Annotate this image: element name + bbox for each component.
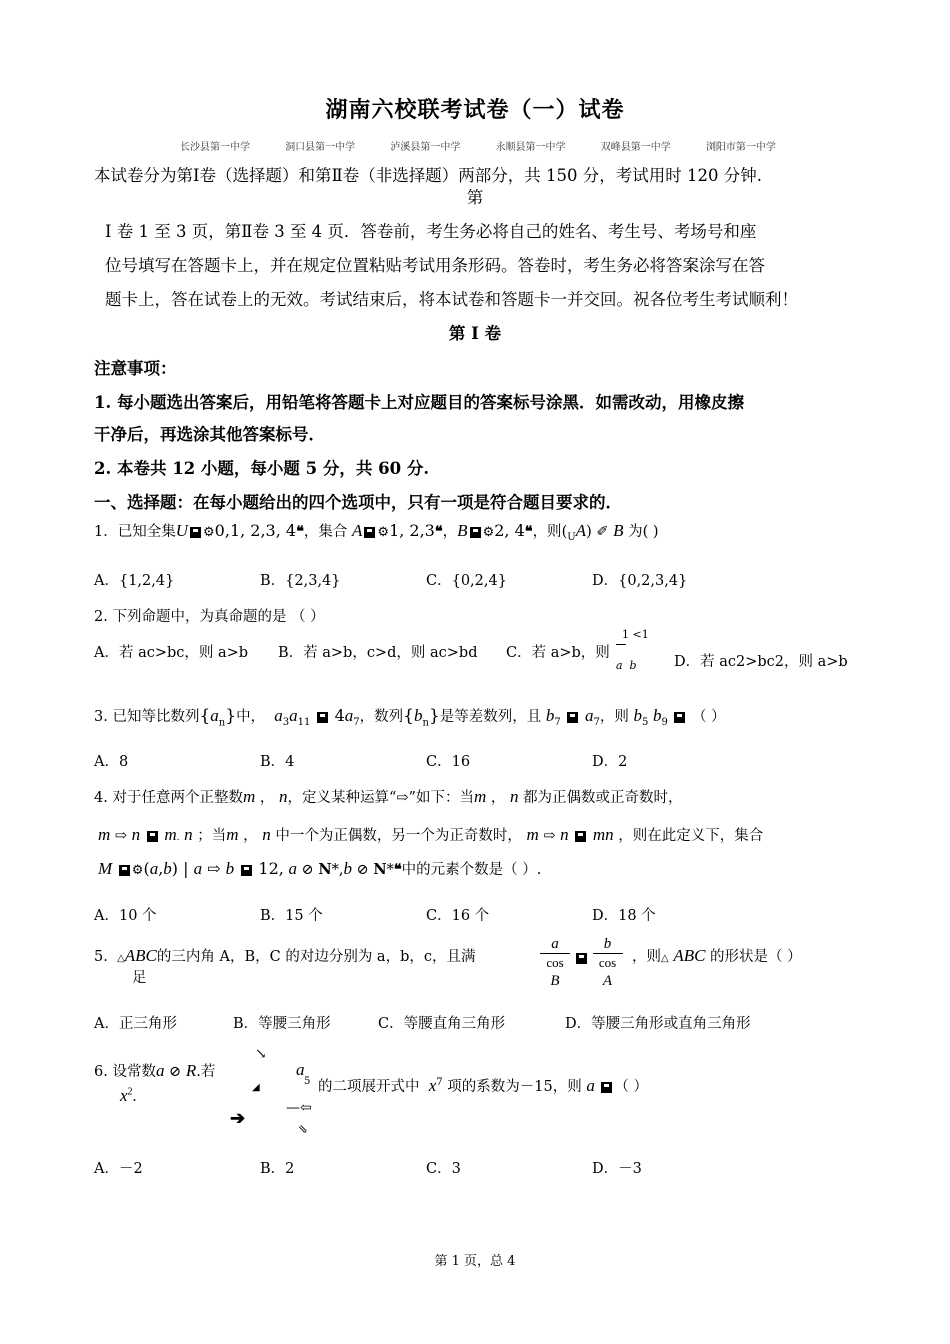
glyph-box-icon <box>567 712 578 723</box>
q1-mid1: ，集合 <box>303 524 348 540</box>
q3-option-b: B．4 <box>260 754 295 770</box>
section-title: 第 I 卷 <box>448 324 502 343</box>
q5-text1b: 足 <box>132 970 147 986</box>
glyph-box-icon <box>317 712 328 723</box>
q3-mid1: 中， <box>236 709 266 725</box>
q2-fraction: 1 <1 a b <box>616 628 649 672</box>
part-heading: 一、选择题：在每小题给出的四个选项中，只有一项是符合题目要求的． <box>94 493 622 512</box>
q6-option-c: C．3 <box>426 1161 461 1177</box>
glyph-box-icon <box>190 527 201 538</box>
question-4-line-3: M ⚙(a,b) | a ⇨ b 12, a ⊘ N*,b ⊘ N*❝中的元素个数是（ ）. <box>98 859 542 878</box>
q2-option-a: A．若 ac>bc，则 a>b <box>94 645 249 661</box>
q6-text: 的二项展开式中 <box>318 1079 420 1095</box>
q1-end: 为( ) <box>628 524 659 540</box>
q1-prefix: 1．已知全集 <box>94 524 176 540</box>
q3-prefix: 3. 已知等比数列 <box>94 709 200 725</box>
question-6: 6. 设常数a ⊘ R.若 <box>94 1061 216 1080</box>
q3-option-d: D．2 <box>592 754 628 770</box>
q2-option-b: B．若 a>b，c>d，则 ac>bd <box>278 645 478 661</box>
glyph-box-icon <box>364 527 375 538</box>
question-4-line-1: 4. 对于任意两个正整数m ， n，定义某种运算“⇨”如下：当m ， n 都为正偶数或正奇数时， <box>94 787 683 806</box>
intro-line-2: Ⅰ 卷 1 至 3 页，第Ⅱ卷 3 至 4 页．答卷前，考生务必将自己的姓名、考生号、考场号和座 <box>105 222 757 241</box>
glyph-flower-icon: ⚙ <box>482 525 495 540</box>
glyph-flower-icon: ⚙ <box>377 525 390 540</box>
q1-option-d: D．{0,2,3,4} <box>592 573 688 589</box>
arrow-down-right-icon: ↘ <box>255 1046 267 1062</box>
q5-option-b: B．等腰三角形 <box>233 1016 331 1032</box>
q6-minus: —⇦ <box>286 1100 312 1116</box>
question-1: 1．已知全集U ⚙0,1, 2,3, 4❝，集合 A ⚙1, 2,3❝，B ⚙2, 4❝，则$(_UA)$ ✐ B 为( ) <box>94 521 659 543</box>
q1-tail: ，则 <box>532 524 562 540</box>
note-1b: 干净后，再选涂其他答案标号． <box>94 425 325 444</box>
page-title: 湖南六校联考试卷（一）试卷 <box>325 97 625 123</box>
notes-heading: 注意事项： <box>94 359 177 378</box>
q6-stem: 的二项展开式中 $x^7$ 项的系数为－15，则 a （ ） <box>318 1076 649 1095</box>
q3-mid3: 是等差数列，且 <box>439 709 542 725</box>
q3-mid2: ，数列 <box>359 709 404 725</box>
q5-fraction: a cos B b cos A <box>540 935 623 990</box>
intro-line-1: 本试卷分为第Ⅰ卷（选择题）和第Ⅱ卷（非选择题）两部分，共 150 分，考试用时 120 分钟. <box>94 166 762 185</box>
school-name: 洞口县第一中学 <box>285 142 356 153</box>
glyph-box-icon <box>601 1082 612 1093</box>
q5-prefix: 5. <box>94 949 108 965</box>
q4-line1a: 4. 对于任意两个正整数 <box>94 790 243 806</box>
q2-option-d: D．若 ac2>bc2，则 a>b <box>674 654 848 670</box>
glyph-flower-icon: ⚙ <box>131 863 144 878</box>
q1-set-a: 1, 2,3 <box>389 521 435 540</box>
q3-option-c: C．16 <box>426 754 471 770</box>
q5-text2: ，则 <box>632 949 661 965</box>
q3-option-a: A．8 <box>94 754 129 770</box>
intro-line-1b: 第 <box>466 188 484 207</box>
question-2: 2. 下列命题中，为真命题的是 （ ） <box>94 609 325 625</box>
arrow-small-icon: ⇘ <box>298 1122 309 1136</box>
q4-option-a: A．10 个 <box>94 908 157 924</box>
glyph-flower-icon: ⚙ <box>203 525 215 540</box>
q4-line3b: 中的元素个数是（ ）. <box>401 862 542 878</box>
question-3: 3. 已知等比数列$\{a_n\}$中， $a_3a_{11}$ $4a_7$，数列$\{b_n\}$是等差数列，且 $b_7$ $a_7$，则 $b_5$ $b_9$ （ ） <box>94 706 726 729</box>
q6-prefix: 6. 设常数 <box>94 1064 156 1080</box>
school-name: 双峰县第一中学 <box>600 142 671 153</box>
q4-line1d: 都为正偶数或正奇数时， <box>523 790 683 806</box>
q4-option-d: D．18 个 <box>592 908 656 924</box>
q5-text3: 的形状是（ ） <box>710 949 802 965</box>
q5-option-a: A．正三角形 <box>94 1016 177 1032</box>
q5-option-d: D．等腰三角形或直角三角形 <box>565 1016 751 1032</box>
q4-line2a: ；当 <box>197 828 227 844</box>
q6-x2: $x^2$. <box>120 1086 137 1105</box>
q1-option-c: C．{0,2,4} <box>426 573 507 589</box>
q4-line1b: ，定义某种运算“ <box>287 790 397 806</box>
q5-option-c: C．等腰直角三角形 <box>378 1016 506 1032</box>
glyph-box-icon <box>674 712 685 723</box>
glyph-box-icon <box>119 865 130 876</box>
q1-set-b: 2, 4 <box>494 521 525 540</box>
intro-line-3: 位号填写在答题卡上，并在规定位置粘贴考试用条形码。答卷时，考生务必将答案涂写在答 <box>105 256 765 275</box>
q4-option-c: C．16 个 <box>426 908 490 924</box>
note-2: 2. 本卷共 12 小题，每小题 5 分，共 60 分. <box>94 459 430 478</box>
q4-line1c: ”如下：当 <box>408 790 474 806</box>
q4-line2c: ，则在此定义下，集合 <box>618 828 764 844</box>
q6-exponent: 5 <box>304 1076 311 1087</box>
q1-option-a: A．{1,2,4} <box>94 573 175 589</box>
q6-option-d: D．－3 <box>592 1161 642 1177</box>
page-footer: 第 1 页，总 4 <box>434 1254 516 1269</box>
school-name: 泸溪县第一中学 <box>390 142 461 153</box>
q4-line3a: 12, <box>258 859 284 878</box>
q1-set-u: 0,1, 2,3, 4 <box>214 521 297 540</box>
school-name: 永顺县第一中学 <box>495 142 566 153</box>
triangle-icon: △ <box>117 953 125 964</box>
q4-line2b: 中一个为正偶数，另一个为正奇数时， <box>275 828 522 844</box>
q6-end: （ ） <box>614 1079 649 1095</box>
glyph-box-icon <box>470 527 481 538</box>
q6-mid: .若 <box>196 1064 216 1080</box>
school-list <box>180 138 808 153</box>
q1-option-b: B．{2,3,4} <box>260 573 341 589</box>
glyph-box-icon <box>147 831 158 842</box>
glyph-box-icon <box>576 953 587 964</box>
q3-end: （ ） <box>692 709 726 725</box>
q2-option-c-text: C．若 a>b，则 <box>506 645 610 661</box>
q5-text1: 的三内角 A，B，C 的对边分别为 a，b，c，且满 <box>156 949 476 965</box>
q4-option-b: B．15 个 <box>260 908 323 924</box>
question-5: 5. △ABC的三内角 A，B，C 的对边分别为 a，b，c，且满 <box>94 946 476 965</box>
question-4-line-2: m ⇨ n m. n ；当m ， n 中一个为正偶数，另一个为正奇数时， m ⇨ n mn ，则在此定义下，集合 <box>98 825 764 844</box>
q3-mid4: ，则 <box>599 709 629 725</box>
q6-option-a: A．－2 <box>94 1161 143 1177</box>
note-1a: 1. 每小题选出答案后，用铅笔将答题卡上对应题目的答案标号涂黑．如需改动，用橡皮擦 <box>94 393 744 412</box>
triangle-icon: △ <box>661 953 669 964</box>
arrow-right-icon: ➔ <box>230 1108 246 1129</box>
q6-text2: 项的系数为－15，则 <box>447 1079 582 1095</box>
q2-option-c <box>506 641 610 662</box>
school-name: 浏阳市第一中学 <box>705 142 776 153</box>
q6-option-b: B．2 <box>260 1161 295 1177</box>
glyph-box-icon <box>241 865 252 876</box>
q5-tail: ，则△ ABC 的形状是（ ） <box>632 946 802 965</box>
arrow-small-icon: ◢ <box>252 1082 260 1093</box>
school-name: 长沙县第一中学 <box>180 142 250 153</box>
intro-line-4: 题卡上，答在试卷上的无效。考试结束后，将本试卷和答题卡一并交回。祝各位考生考试顺利！ <box>105 290 798 309</box>
q6-expression: a <box>296 1060 305 1079</box>
glyph-box-icon <box>575 831 586 842</box>
